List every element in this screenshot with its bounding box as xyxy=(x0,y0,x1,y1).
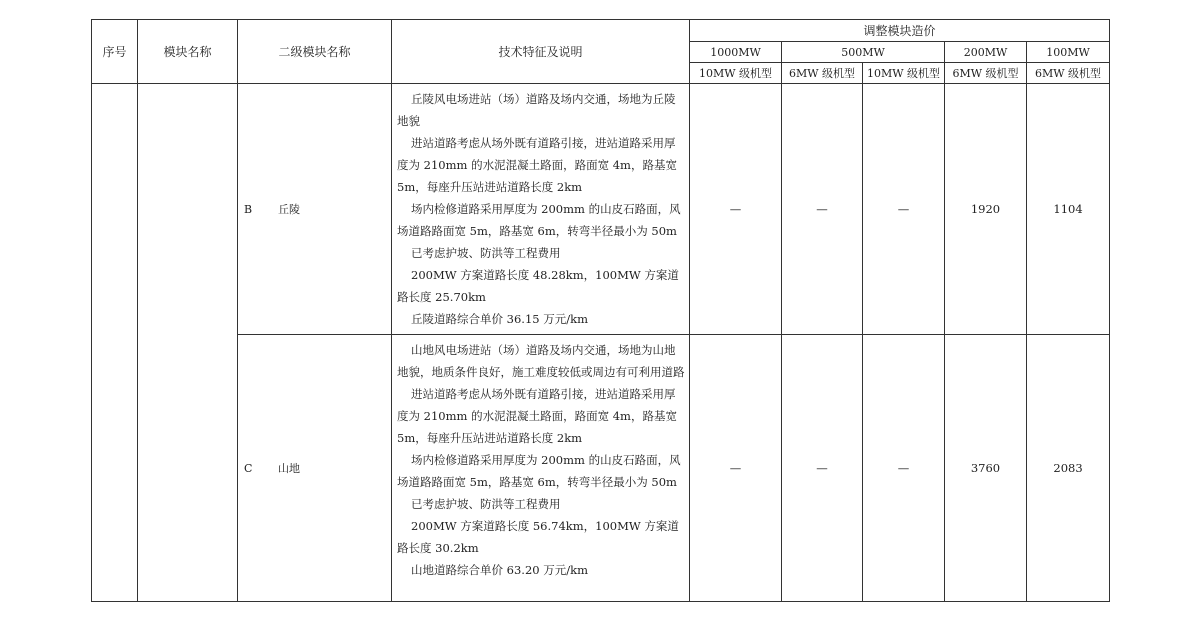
description-cell xyxy=(392,84,690,335)
description-line: 丘陵道路综合单价 36.15 万元/km xyxy=(411,312,588,326)
module-name-cell xyxy=(138,84,238,602)
submodule-name: 山地 xyxy=(278,462,300,475)
description-line: 山地道路综合单价 63.20 万元/km xyxy=(411,563,588,577)
header-adjusted-cost: 调整模块造价 xyxy=(690,20,1110,42)
header-tech-description: 技术特征及说明 xyxy=(392,20,690,84)
submodule-cell xyxy=(238,84,392,335)
seq-cell xyxy=(92,84,138,602)
value-cell-500mw-10mw: — xyxy=(782,84,863,335)
header-turbine-class: 10MW 级机型 xyxy=(690,63,782,84)
header-module-name: 模块名称 xyxy=(138,20,238,84)
description-line: 场内检修道路采用厚度为 200mm 的山皮石路面，风场道路路面宽 5m，路基宽 6m，转弯半径最小为 50m xyxy=(397,202,681,238)
table-row-mountain xyxy=(92,335,1110,602)
value-cell-100mw: 1104 xyxy=(1027,84,1110,335)
description-line: 山地风电场进站（场）道路及场内交通，场地为山地地貌，地质条件良好，施工难度较低或周边有可利用道路 xyxy=(397,343,685,379)
header-capacity-200mw: 200MW xyxy=(945,42,1027,63)
module-cost-table xyxy=(91,19,1110,602)
header-capacity-1000mw: 1000MW xyxy=(690,42,782,63)
value-cell-1000mw: — xyxy=(690,335,782,602)
submodule-letter: B xyxy=(244,203,253,216)
value-cell-500mw-6mw: — xyxy=(863,335,945,602)
description-cell xyxy=(392,335,690,602)
description-line: 进站道路考虑从场外既有道路引接，进站道路采用厚度为 210mm 的水泥混凝土路面，路面宽 4m，路基宽 5m，每座升压站进站道路长度 2km xyxy=(397,136,677,194)
value-cell-200mw: 3760 xyxy=(945,335,1027,602)
description-line: 场内检修道路采用厚度为 200mm 的山皮石路面，风场道路路面宽 5m，路基宽 6m，转弯半径最小为 50m xyxy=(397,453,681,489)
value-cell-500mw-10mw: — xyxy=(782,335,863,602)
header-turbine-class: 10MW 级机型 xyxy=(863,63,945,84)
header-turbine-class: 6MW 级机型 xyxy=(782,63,863,84)
value-cell-500mw-6mw: — xyxy=(863,84,945,335)
header-submodule-name: 二级模块名称 xyxy=(238,20,392,84)
table-row-hilly xyxy=(92,84,1110,335)
submodule-cell xyxy=(238,335,392,602)
value-cell-1000mw: — xyxy=(690,84,782,335)
description-line: 200MW 方案道路长度 48.28km，100MW 方案道路长度 25.70km xyxy=(397,268,679,304)
description-line: 丘陵风电场进站（场）道路及场内交通，场地为丘陵地貌 xyxy=(397,92,676,128)
submodule-name: 丘陵 xyxy=(278,203,300,216)
submodule-letter: C xyxy=(244,462,253,475)
description-line: 进站道路考虑从场外既有道路引接，进站道路采用厚度为 210mm 的水泥混凝土路面，路面宽 4m，路基宽 5m，每座升压站进站道路长度 2km xyxy=(397,387,677,445)
description-line: 200MW 方案道路长度 56.74km，100MW 方案道路长度 30.2km xyxy=(397,519,679,555)
value-cell-100mw: 2083 xyxy=(1027,335,1110,602)
header-turbine-class: 6MW 级机型 xyxy=(1027,63,1110,84)
value-cell-200mw: 1920 xyxy=(945,84,1027,335)
header-capacity-100mw: 100MW xyxy=(1027,42,1110,63)
description-line: 已考虑护坡、防洪等工程费用 xyxy=(411,497,561,511)
description-line: 已考虑护坡、防洪等工程费用 xyxy=(411,246,561,260)
table-header-row-1 xyxy=(92,20,1110,42)
header-turbine-class: 6MW 级机型 xyxy=(945,63,1027,84)
header-seq: 序号 xyxy=(92,20,138,84)
header-capacity-500mw: 500MW xyxy=(782,42,945,63)
